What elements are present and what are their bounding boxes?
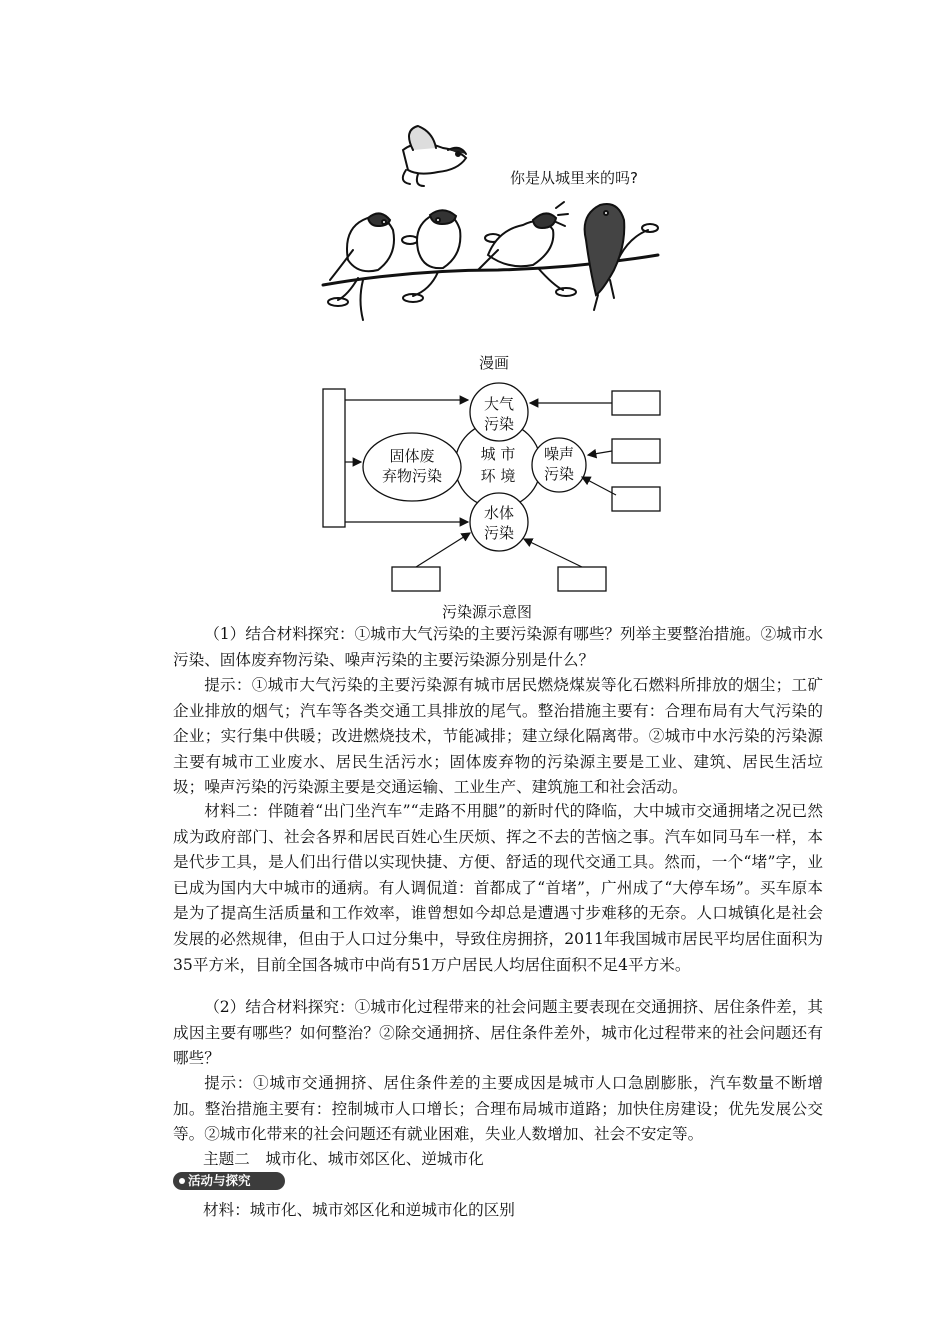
topic-2-heading: 主题二 城市化、城市郊区化、逆城市化 <box>203 1150 484 1168</box>
solid-line-2: 弃物污染 <box>381 467 443 485</box>
air-line-2: 污染 <box>483 415 515 433</box>
cartoon-illustration <box>318 120 668 330</box>
material-2: 材料二：伴随着“出门坐汽车”“走路不用腿”的新时代的降临，大中城市交通拥堵之况已然成为政府部门、社会各界和居民百姓心生厌烦、挥之不去的苦恼之事。汽车如同马车一样，本是代步工具，是人们出行借以实现快捷、方便、舒适的现代交通工具。然而，一个“堵”字，业已成为国内大中城市的通病。有人调侃道：首都成了“首堵”，广州成了“大停车场”。买车原本是为了提高生活质量和工作效率，谁曾想如今却总是遭遇寸步难移的无奈。人口城镇化是社会发展的必然规律，但由于人口过分集中，导致住房拥挤，2011年我国城市居民平均居住面积为35平方米，目前全国各城市中尚有51万户居民人均居住面积不足4平方米。 <box>173 802 823 974</box>
noise-line-1: 噪声 <box>543 445 575 463</box>
badge-label: 活动与探究 <box>188 1173 251 1188</box>
water-circle <box>470 493 528 551</box>
source-box-water-1 <box>392 567 440 591</box>
cartoon-caption: 漫画 <box>479 354 510 372</box>
diagram-caption: 污染源示意图 <box>442 603 533 621</box>
source-box-water-2 <box>558 567 606 591</box>
flying-bird <box>403 126 466 186</box>
water-line-2: 污染 <box>483 524 515 542</box>
bird-2 <box>417 210 460 268</box>
center-line-2: 环 境 <box>480 467 516 485</box>
air-line-1: 大气 <box>483 395 515 413</box>
noise-line-2: 污染 <box>543 465 575 483</box>
center-line-1: 城 市 <box>480 445 516 463</box>
solid-line-1: 固体废 <box>389 447 435 465</box>
answer-1: 提示：①城市大气污染的主要污染源有城市居民燃烧煤炭等化石燃料所排放的烟尘；工矿企业排放的烟气；汽车等各类交通工具排放的尾气。整治措施主要有：合理布局有大气污染的企业；实行集中供暖；改进燃烧技术，节能减排；建立绿化隔离带。②城市中水污染的污染源主要有城市工业废水、居民生活污水；固体废弃物的污染源主要是工业、建筑、居民生活垃圾；噪声污染的污染源主要是交通运输、工业生产、建筑施工和社会活动。 <box>173 676 823 797</box>
activity-badge <box>173 1172 285 1190</box>
pollution-diagram <box>310 375 670 603</box>
question-2: （2）结合材料探究：①城市化过程带来的社会问题主要表现在交通拥挤、居住条件差，其成因主要有哪些？如何整治？②除交通拥挤、居住条件差外，城市化过程带来的社会问题还有哪些？ <box>173 998 823 1068</box>
source-box-left <box>323 389 345 527</box>
bird-1 <box>330 213 394 280</box>
bird-3 <box>478 202 568 270</box>
source-box-air <box>612 391 660 415</box>
answer-2: 提示：①城市交通拥挤、居住条件差的主要成因是城市人口急剧膨胀，汽车数量不断增加。整治措施主要有：控制城市人口增长；合理布局城市道路；加快住房建设；优先发展公交等。②城市化带来的社会问题还有就业困难，失业人数增加、社会不安定等。 <box>173 1074 823 1144</box>
question-1: （1）结合材料探究：①城市大气污染的主要污染源有哪些？列举主要整治措施。②城市水污染、固体废弃物污染、噪声污染的主要污染源分别是什么？ <box>173 625 823 669</box>
source-box-noise-2 <box>612 487 660 511</box>
water-line-1: 水体 <box>483 504 515 522</box>
source-box-noise-1 <box>612 439 660 463</box>
speech-text: 你是从城里来的吗? <box>510 169 638 187</box>
bird-4 <box>585 204 625 310</box>
material-heading: 材料：城市化、城市郊区化和逆城市化的区别 <box>203 1201 515 1219</box>
badge-dot-icon <box>179 1178 185 1184</box>
